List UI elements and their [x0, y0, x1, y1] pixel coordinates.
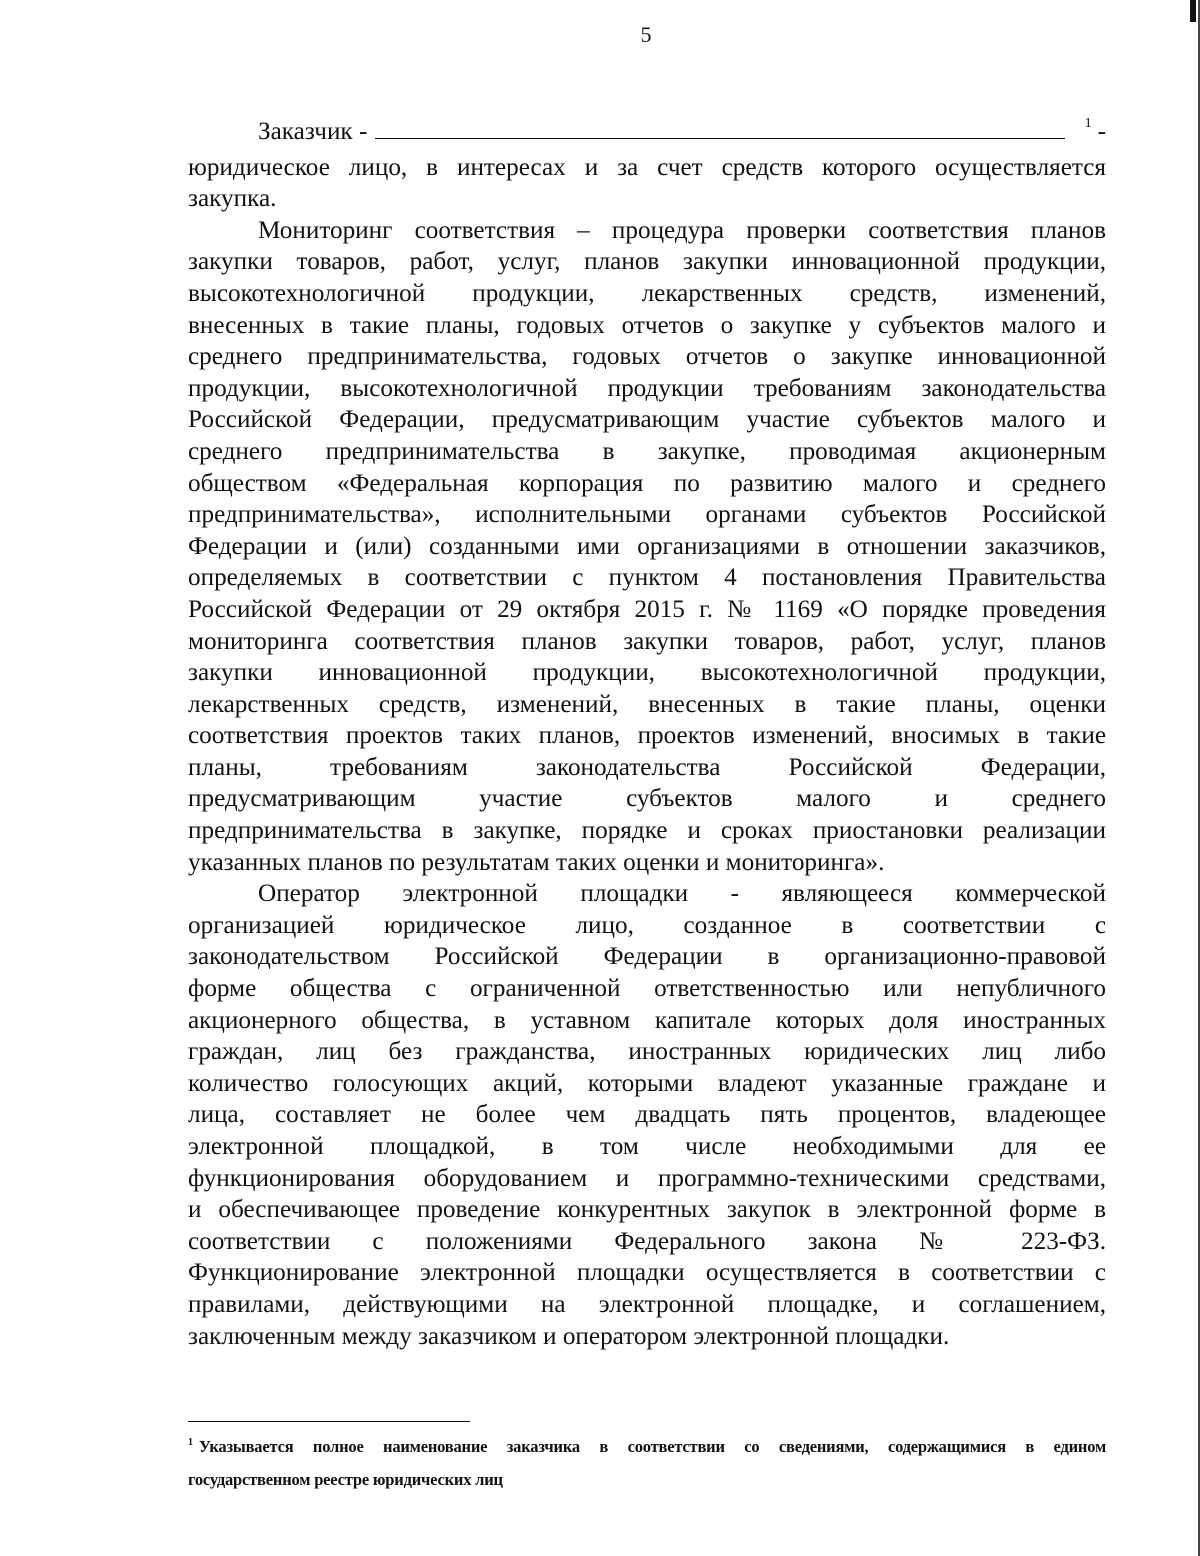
paragraph-line: предпринимательства в закупке, порядке и сроках приостановки реализации: [188, 817, 1106, 845]
page-number: 5: [640, 22, 652, 47]
paragraph-line: и обеспечивающее проведение конкурентных закупок в электронной форме в: [188, 1196, 1106, 1224]
paragraph-line: высокотехнологичной продукции, лекарственных средств, изменений,: [188, 279, 1106, 307]
footnote-separator: [188, 1421, 470, 1422]
paragraph-line: Российской Федерации, предусматривающим участие субъектов малого и: [188, 406, 1106, 434]
paragraph-line: определяемых в соответствии с пунктом 4 постановления Правительства: [188, 564, 1106, 592]
footnote-line: [188, 1432, 1106, 1465]
paragraph-line: количество голосующих акций, которыми владеют указанные граждане и: [188, 1069, 1106, 1097]
paragraph-line: организацией юридическое лицо, созданное в соответствии с: [188, 911, 1106, 939]
paragraph-line: лекарственных средств, изменений, внесенных в такие планы, оценки: [188, 690, 1106, 718]
paragraph-line: граждан, лиц без гражданства, иностранных юридических лиц либо: [188, 1038, 1106, 1066]
customer-term-line: [188, 116, 1106, 152]
paragraph-line: мониторинга соответствия планов закупки товаров, работ, услуг, планов: [188, 627, 1106, 655]
footnote-marker: 1: [188, 1437, 193, 1448]
footnote-ref: 1: [1084, 116, 1092, 131]
paragraph-line: электронной площадкой, в том числе необходимыми для ее: [188, 1133, 1106, 1160]
scan-edge: [1190, 0, 1196, 22]
paragraph-line: Оператор электронной площадки - являющееся коммерческой: [258, 880, 1106, 908]
paragraph-line: Российской Федерации от 29 октября 2015 г. № 1169 «О порядке проведения: [188, 595, 1106, 623]
paragraph-line: соответствия проектов таких планов, проектов изменений, вносимых в такие: [188, 722, 1106, 750]
paragraph-line: соответствии с положениями Федерального закона № 223-ФЗ.: [188, 1227, 1106, 1255]
paragraph-line: законодательством Российской Федерации в организационно-правовой: [188, 943, 1106, 971]
paragraph-line: Мониторинг соответствия – процедура проверки соответствия планов: [258, 216, 1106, 244]
paragraph-line: указанных планов по результатам таких оценки и мониторинга».: [188, 848, 885, 876]
footnote: [188, 1432, 1106, 1495]
footnote-line: [188, 1465, 1106, 1495]
paragraph-line: юридическое лицо, в интересах и за счет средств которого осуществляется: [188, 153, 1106, 181]
paragraph-line: закупки инновационной продукции, высокотехнологичной продукции,: [188, 659, 1106, 687]
paragraph-line: функционирования оборудованием и программно-техническими средствами,: [188, 1164, 1106, 1192]
paragraph-line: акционерного общества, в уставном капитале которых доля иностранных: [188, 1006, 1106, 1034]
paragraph-line: продукции, высокотехнологичной продукции требованиям законодательства: [188, 374, 1106, 402]
paragraph-line: среднего предпринимательства, годовых отчетов о закупке инновационной: [188, 343, 1106, 371]
paragraph-line: Функционирование электронной площадки осуществляется в соответствии с: [188, 1259, 1106, 1287]
document-body: [188, 116, 1106, 1352]
customer-term: Заказчик -: [258, 118, 368, 145]
paragraph-line: внесенных в такие планы, годовых отчетов о закупке у субъектов малого и: [188, 311, 1106, 339]
paragraph-line: закупка.: [188, 185, 277, 213]
term-dash: -: [1097, 118, 1106, 145]
paragraph-line: среднего предпринимательства в закупке, проводимая акционерным: [188, 437, 1106, 465]
paragraph-line: Федерации и (или) созданными ими организациями в отношении заказчиков,: [188, 532, 1106, 560]
paragraph-line: правилами, действующими на электронной площадке, и соглашением,: [188, 1290, 1106, 1318]
footnote-text: государственном реестре юридических лиц: [188, 1470, 503, 1489]
customer-name-blank: [375, 116, 1064, 139]
paragraph-line: заключенным между заказчиком и оператором электронной площадки.: [188, 1322, 950, 1350]
paragraph-line: закупки товаров, работ, услуг, планов закупки инновационной продукции,: [188, 248, 1106, 276]
paragraph-line: лица, составляет не более чем двадцать пять процентов, владеющее: [188, 1101, 1106, 1129]
footnote-text: Указывается полное наименование заказчика в соответствии со сведениями, содержащимися в едином: [198, 1437, 1106, 1456]
paragraph-line: предпринимательства», исполнительными органами субъектов Российской: [188, 501, 1106, 529]
paragraph-line: форме общества с ограниченной ответственностью или непубличного: [188, 975, 1106, 1003]
paragraph-line: планы, требованиям законодательства Российской Федерации,: [188, 753, 1106, 781]
paragraph-line: обществом «Федеральная корпорация по развитию малого и среднего: [188, 469, 1106, 497]
paragraph-line: предусматривающим участие субъектов малого и среднего: [188, 785, 1106, 813]
